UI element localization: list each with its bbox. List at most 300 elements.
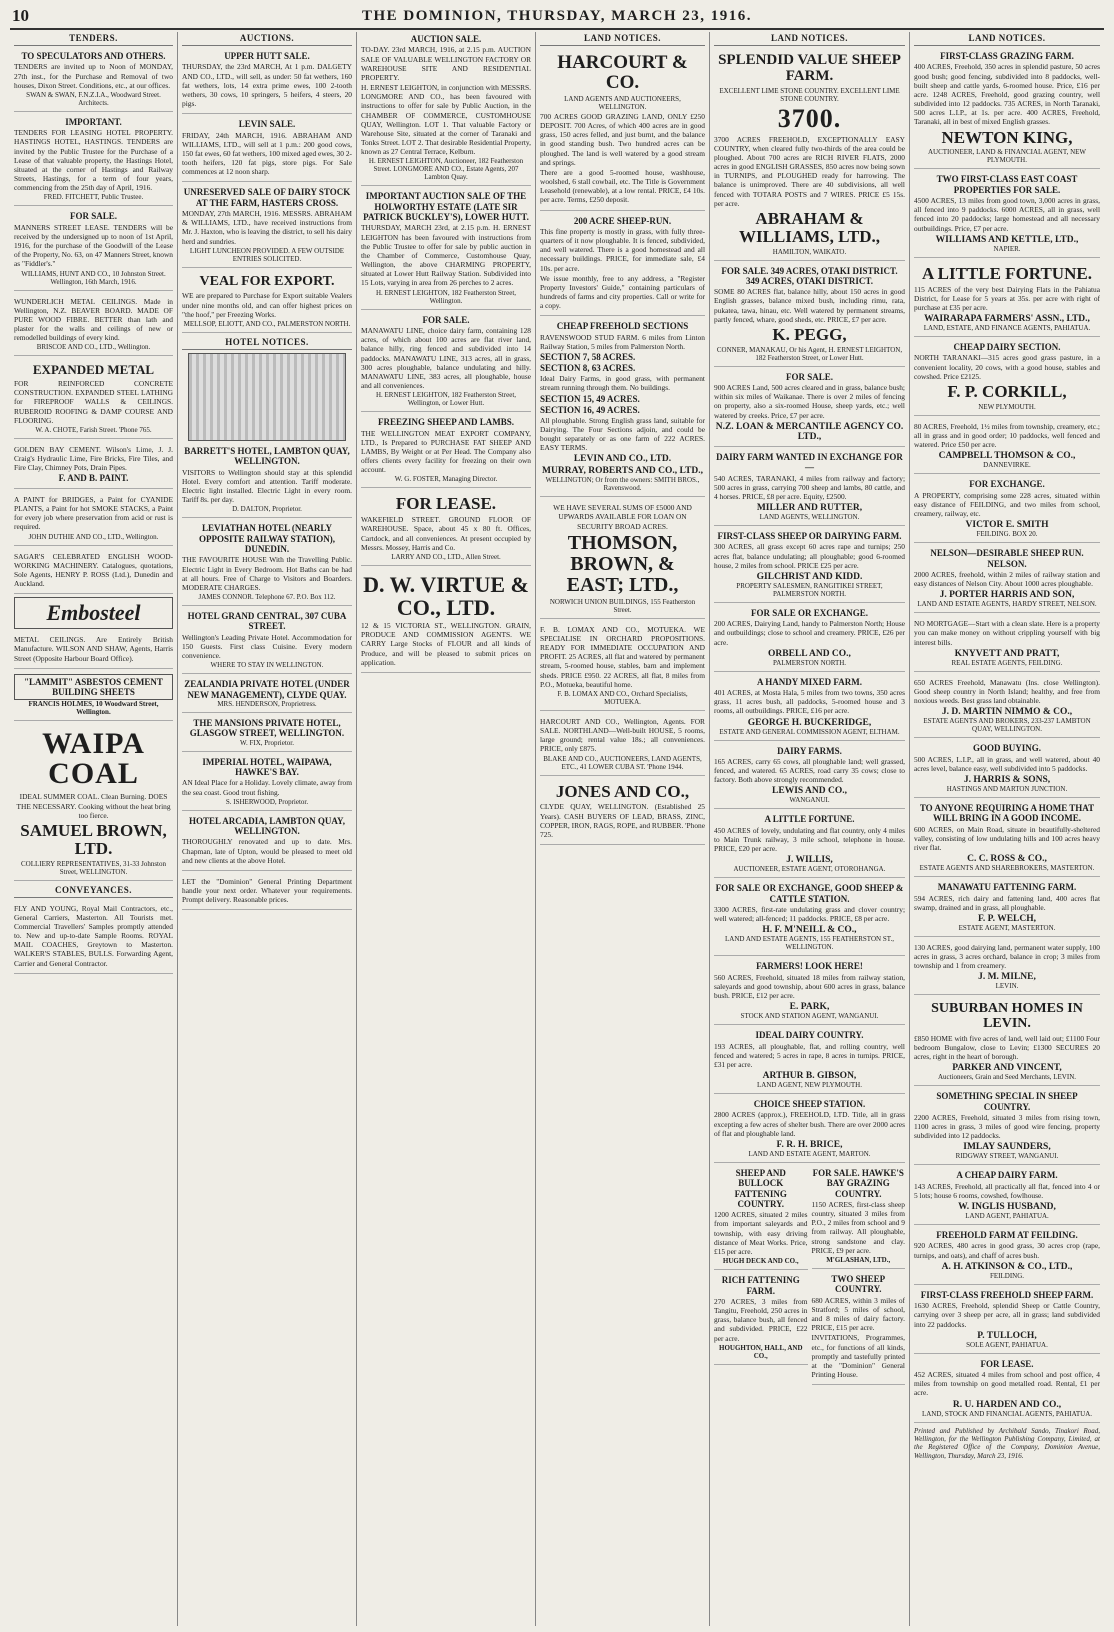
advert-heading: UNRESERVED SALE OF DAIRY STOCK AT THE FARM, HASTERS CROSS. bbox=[183, 187, 351, 208]
advert-subtext: FEILDING. BOX 20. bbox=[976, 530, 1038, 539]
advert-subtext: PALMERSTON NORTH. bbox=[772, 658, 847, 667]
advert-heading: FOR SALE. bbox=[422, 314, 470, 325]
advert bbox=[914, 1357, 1100, 1423]
advert-subtext: WELLINGTON; Or from the owners: SMITH BROS., Ravenswood. bbox=[545, 476, 700, 493]
advert-heading: FIRST-CLASS FREEHOLD SHEEP FARM. bbox=[920, 1289, 1094, 1300]
advert-title: SPLENDID VALUE SHEEP FARM. bbox=[718, 52, 901, 84]
advert-heading: LEVIATHAN HOTEL (NEARLY OPPOSITE RAILWAY STATION), DUNEDIN. bbox=[199, 523, 335, 555]
advert-text: WE HAVE SEVERAL SUMS OF £5000 AND UPWARDS AVAILABLE FOR LOAN ON SECURITY BROAD ACRES. bbox=[553, 503, 692, 531]
advert bbox=[14, 209, 173, 290]
advert-subtext: AUCTIONEER, ESTATE AGENT, OTOROHANGA. bbox=[733, 865, 886, 874]
advert-text: MONDAY, 27th MARCH, 1916. MESSRS. ABRAHAM & WILLIAMS, LTD., have received instructions from Mr. J. Haxton, who is leaving the district, to sell his dairy herd and sundries. bbox=[182, 209, 352, 246]
advert-text: 4500 ACRES, 13 miles from good town, 3,000 acres in grass, all fenced into 9 paddocks. 6000 ACRES, all in grass, well fenced into 20 paddocks; large homestead and all necessary outbuildings. Price, £7 per acre. bbox=[914, 196, 1100, 233]
advert-heading: GOOD BUYING. bbox=[972, 743, 1041, 754]
advert-text: TENDERS are invited up to Noon of MONDAY, 27th inst., for the Purchase and Removal of two houses, Dixon Street. Conditions, etc., at our offices. bbox=[14, 62, 173, 90]
advert-signature: W. A. CHOTE, Farish Street. 'Phone 765. bbox=[35, 425, 152, 434]
advert bbox=[182, 521, 352, 606]
sub-column bbox=[714, 1166, 808, 1388]
advert-heading: FIRST-CLASS GRAZING FARM. bbox=[940, 51, 1074, 61]
section-heading: LAND NOTICES. bbox=[540, 32, 705, 46]
advert-signature: ARTHUR B. GIBSON, bbox=[762, 1071, 857, 1082]
advert bbox=[361, 415, 531, 488]
column-auction-sales bbox=[357, 32, 536, 1626]
advert-subtext: DANNEVIRKE. bbox=[983, 461, 1031, 470]
advert bbox=[914, 616, 1100, 672]
advert bbox=[182, 677, 352, 713]
advert-signature: VICTOR E. SMITH bbox=[965, 520, 1049, 531]
advert-text: 450 ACRES of lovely, undulating and flat country, only 4 miles to Main Trunk railway, 3 mile school, telephone in house. PRICE, £20 per acre. bbox=[714, 825, 905, 854]
advert-signature: R. U. HARDEN AND CO., bbox=[952, 1399, 1062, 1410]
advert-text: 130 ACRES, good dairying land, permanent water supply, 100 acres in grass, 3 acres orchard, balance in crop; 3 miles from township and 1 from creamery. bbox=[914, 942, 1100, 971]
advert-signature: GILCHRIST AND KIDD. bbox=[756, 571, 863, 582]
column-tenders bbox=[10, 32, 178, 1626]
section-lot: SECTION 8, 63 ACRES. bbox=[540, 363, 636, 374]
two-column-block bbox=[714, 1166, 905, 1388]
advert-text: 920 ACRES, 480 acres in good grass, 30 acres crop (rape, turnips, and oats), and chaff of acres bush. bbox=[914, 1241, 1100, 1260]
advert-subtext: COLLIERY REPRESENTATIVES, 31-33 Johnston Street, WELLINGTON. bbox=[20, 859, 167, 876]
advert bbox=[714, 450, 905, 526]
advert-subtext: ESTATE AND GENERAL COMMISSION AGENT, ELTHAM. bbox=[719, 727, 900, 736]
advert-subtext: LAND AGENTS, WELLINGTON. bbox=[759, 513, 860, 522]
advert bbox=[914, 880, 1100, 937]
advert bbox=[540, 622, 705, 711]
advert bbox=[14, 359, 173, 439]
advert bbox=[914, 419, 1100, 475]
advert-text: 1630 ACRES, Freehold, splendid Sheep or Cattle Country, carrying over 3 sheep per acre, all in grass; land subdivided into 22 paddocks. bbox=[914, 1301, 1100, 1329]
advert-text: Ideal Dairy Farms, in good grass, with permanent stream running through them. No buildings. bbox=[540, 374, 705, 393]
advert bbox=[540, 779, 705, 846]
advert-text: RAVENSWOOD STUD FARM. 6 miles from Linton Railway Station, 5 miles from Palmerston North. bbox=[540, 332, 705, 351]
advert-text: 2200 ACRES, Freehold, situated 3 miles from rising town, 1100 acres in grass, 3 miles of good wire fencing, property subdivided into 12 paddocks. bbox=[914, 1112, 1100, 1141]
advert-heading: FARMERS! LOOK HERE! bbox=[756, 961, 863, 972]
hotel-engraving bbox=[188, 353, 346, 441]
advert-text: 300 ACRES, all grass except 60 acres rape and turnips; 250 acres flat, balance undulating; all ploughable; good 6-roomed house, 2 miles from school. PRICE £25 per acre. bbox=[714, 542, 905, 570]
advert-signature: S. ISHERWOOD, Proprietor. bbox=[225, 797, 309, 806]
advert-text: IDEAL SUMMER COAL. Clean Burning. DOES THE NECESSARY. Cooking without the heat bring too fierce. bbox=[16, 792, 171, 820]
advert-text: 401 ACRES, at Mosta Hala, 5 miles from two towns, 350 acres grass, 11 acres bush, all paddocks, 5-roomed house and 3 rooms, all outbuildings. PRICE, £16 per acre. bbox=[714, 688, 905, 716]
advert-signature: PARKER AND VINCENT, bbox=[952, 1063, 1062, 1074]
advert-heading: HOTEL GRAND CENTRAL, 307 CUBA STREET. bbox=[187, 611, 347, 632]
advert-text: 3300 ACRES, first-rate undulating grass and clover country; well watered; all-fenced; 11 paddocks. PRICE, £8 per acre. bbox=[714, 905, 905, 924]
advert-heading: CHOICE SHEEP STATION. bbox=[753, 1099, 866, 1110]
advert bbox=[182, 716, 352, 752]
advert-text: NO MORTGAGE—Start with a clean slate. Here is a property you can make money on without crippling yourself with big interest bills. bbox=[914, 619, 1100, 647]
advert-signature: LIGHT LUNCHEON PROVIDED. A FEW OUTSIDE ENTRIES SOLICITED. bbox=[189, 246, 345, 263]
advert-text: 680 ACRES, within 3 miles of Stratford; 5 miles of school, and 8 miles of dairy factory. PRICE, £15 per acre. bbox=[811, 1295, 905, 1333]
advert-text: £850 HOME with five acres of land, well laid out; £1100 Four bedroom Bungalow, close to Levin; £1300 SECURES 20 acres, right in the heart of borough. bbox=[914, 1033, 1100, 1062]
advert-signature: SAMUEL BROWN, LTD. bbox=[20, 820, 167, 858]
advert-signature: H. ERNEST LEIGHTON, 182 Featherston Street, Wellington. bbox=[375, 288, 517, 305]
advert-text: There are a good 5-roomed house, washhouse, woolshed, 6 stall cowbail, etc. The Title is Government Leasehold (renewable), at a low rental. PRICE, £4 10s. per acre. Terms, £250 deposit. bbox=[540, 167, 705, 205]
advert-heading: FOR SALE. bbox=[69, 211, 117, 222]
advert bbox=[714, 812, 905, 878]
advert bbox=[714, 49, 905, 261]
advert-heading: IMPERIAL HOTEL, WAIPAWA, HAWKE'S BAY. bbox=[202, 756, 332, 777]
advert bbox=[812, 1166, 906, 1269]
advert-heading: A HANDY MIXED FARM. bbox=[757, 676, 862, 687]
advert-subtext: RIDGWAY STREET, WANGANUI. bbox=[955, 1152, 1059, 1161]
advert-text: SOME 80 ACRES flat, balance hilly, about 150 acres in good English grasses, balance mixed bush, including rimu, rata, pukatea, tawa, hinau, etc. Well watered by permanent streams, partly fenced, whare, good sheds, etc. PRICE, £7 per acre. bbox=[714, 287, 905, 324]
advert-text: Wellington's Leading Private Hotel. Accommodation for 150 Guests. First class Cuisine. Every modern convenience. bbox=[182, 632, 352, 661]
advert-heading: FOR EXCHANGE. bbox=[969, 479, 1045, 490]
advert-subtext: REAL ESTATE AGENTS, FEILDING. bbox=[951, 658, 1063, 667]
advert-text: 1200 ACRES, situated 2 miles from important saleyards and township, with easy driving distance of Meat Works. Price, £15 per acre. bbox=[714, 1210, 808, 1256]
advert-text: THE WELLINGTON MEAT EXPORT COMPANY, LTD., Is Prepared to PURCHASE FAT SHEEP AND LAMBS, By Weight or at Per Head. The Company also offers clients every facility for freezing on their own account. bbox=[361, 428, 531, 475]
advert-text: 560 ACRES, Freehold, situated 18 miles from railway station, saleyards and good township, about 600 acres in grass, balance bush. PRICE, £12 per acre. bbox=[714, 972, 905, 1001]
advert bbox=[914, 801, 1100, 877]
advert bbox=[14, 49, 173, 112]
advert-text: 600 ACRES, on Main Road, situate in beautifully-sheltered valley, consisting of low undulating hills and 100 acres heavy river flat. bbox=[914, 824, 1100, 852]
advert-subtext: LAND AND ESTATE AGENT, MARTON. bbox=[748, 1149, 871, 1158]
advert-text: 200 ACRES, Dairying Land, handy to Palmerston North; House and outbuildings; close to school and creamery. PRICE, £26 per acre. bbox=[714, 619, 905, 647]
advert-heading: BARRETT'S HOTEL, LAMBTON QUAY, WELLINGTON. bbox=[184, 445, 350, 467]
advert bbox=[714, 1166, 808, 1270]
advert-signature: F. AND B. PAINT. bbox=[58, 473, 129, 484]
advert-text: THURSDAY, MARCH 23rd, at 2.15 p.m. H. ERNEST LEIGHTON has been favoured with instructions from the Public Trustee to offer for sale by public auction in the Chamber of Commerce, Customhouse Quay, Wellington, the above CHARMING PROPERTY, situated at Lower Hutt Railway Station. Subdivided into 15 Lots, varying in area from 26 perches to 2 acres. bbox=[361, 223, 531, 288]
section-heading: AUCTIONS. bbox=[182, 32, 352, 46]
masthead-title: THE DOMINION, THURSDAY, MARCH 23, 1916. bbox=[361, 8, 753, 24]
advert-signature: W. INGLIS HUSBAND, bbox=[958, 1202, 1056, 1213]
advert bbox=[182, 755, 352, 811]
advert-subtext: HAMILTON, WAIKATO. bbox=[772, 247, 847, 256]
advert-signature: JAMES CONNOR. Telephone 67. P.O. Box 112. bbox=[198, 593, 336, 602]
advert-text: 452 ACRES, situated 4 miles from school and post office, 4 miles from township on good metalled road. Rental, £1 per acre. bbox=[914, 1370, 1100, 1398]
advert-text: 700 ACRES GOOD GRAZING LAND, ONLY £250 DEPOSIT. 700 Acres, of which 400 acres are in good grass, 150 acres felled, and just burnt, and the balance in good standing bush. Two hundred acres can be ploughed. The land is well watered by a good stream and springs. bbox=[540, 111, 705, 167]
advert-signature: M'GLASHAN, LTD., bbox=[826, 1255, 891, 1264]
advert-text: MANNERS STREET LEASE. TENDERS will be received by the undersigned up to noon of 1st April, 1916, for the purchase of the Goodwill of the Lease of the Property, No. 63, on 47 Manners Street, known as "Fiddler's." bbox=[14, 222, 173, 269]
advert-signature: FRANCIS HOLMES, 10 Woodward Street, Wellington. bbox=[28, 700, 159, 717]
advert-signature: E. PARK, bbox=[789, 1002, 830, 1013]
advert-signature: KNYVETT AND PRATT, bbox=[954, 648, 1060, 659]
advert bbox=[14, 724, 173, 880]
advert-heading: MANAWATU FATTENING FARM. bbox=[937, 882, 1077, 893]
advert-heading: A LITTLE FORTUNE. bbox=[764, 814, 855, 825]
advert-signature: BLAKE AND CO., AUCTIONEERS, LAND AGENTS, ETC., 41 LOWER CUBA ST. 'Phone 1944. bbox=[543, 754, 702, 771]
advert bbox=[540, 49, 705, 211]
advert-signature: CAMPBELL THOMSON & CO., bbox=[938, 451, 1076, 462]
advert bbox=[914, 546, 1100, 613]
advert-signature: P. TULLOCH, bbox=[977, 1330, 1037, 1341]
advert-subtext: LAND, ESTATE, AND FINANCE AGENTS, PAHIATUA. bbox=[923, 324, 1091, 333]
advert bbox=[914, 172, 1100, 257]
advert bbox=[540, 714, 705, 776]
sub-column bbox=[812, 1166, 906, 1388]
advert-heading: HOTEL ARCADIA, LAMBTON QUAY, WELLINGTON. bbox=[189, 815, 345, 837]
advert-text: GOLDEN BAY CEMENT. Wilson's Lime, J. J. Craig's Hydraulic Lime, Fire Bricks, Fire Tiles, and Fire Clay, Chimney Pots, Drain Pipes. bbox=[14, 444, 173, 473]
section-heading: CONVEYANCES. bbox=[14, 884, 173, 898]
advert-text: THURSDAY, the 23rd MARCH, At 1 p.m. DALGETY AND CO., LTD., will sell, as under: 50 fat wethers, 160 fat wethers, lots, 14 extra prime ewes, 100 2-tooth wethers, 30 cows, 10 springers, 5 heifers, 4 steers, 20 pigs. bbox=[182, 62, 352, 109]
advert-text: 80 ACRES, Freehold, 1½ miles from township, creamery, etc.; all in grass and in good order; 10 paddocks, well fenced and watered. Price £50 per acre. bbox=[914, 421, 1100, 450]
advert bbox=[714, 264, 905, 367]
advert bbox=[914, 261, 1100, 337]
advert-signature: MURRAY, ROBERTS AND CO., LTD., bbox=[542, 466, 703, 477]
acreage-figure: 3700. bbox=[777, 103, 842, 133]
advert-title: FOR LEASE. bbox=[395, 494, 497, 514]
advert-subtext: FEILDING. bbox=[989, 1271, 1025, 1280]
advert-text: MANAWATU LINE, choice dairy farm, containing 128 acres, of which about 100 acres are flat river land, balance hilly, ring fenced and subdivided into 14 paddocks. MANAWATU LINE, 313 acres, all in grass, 300 acres ploughable, balance undulating and hilly. MANAWATU LINE, 383 acres, all ploughable, house and all conveniences. bbox=[361, 325, 531, 391]
newspaper-page bbox=[10, 6, 1104, 1626]
advert-signature: MELLSOP, ELIOTT, AND CO., PALMERSTON NORTH. bbox=[183, 319, 351, 328]
advert-signature: NEWTON KING, bbox=[941, 127, 1073, 147]
advert bbox=[714, 959, 905, 1025]
advert-signature: J. M. MILNE, bbox=[978, 972, 1036, 983]
page-number: 10 bbox=[12, 6, 29, 25]
columns bbox=[10, 32, 1104, 1626]
advert-text: 540 ACRES, TARANAKI, 4 miles from railway and factory; 500 acres in grass, carrying 700 sheep and lambs, 80 cattle, and 4 horses. PRICE, £8 per acre. Equity, £2500. bbox=[714, 473, 905, 501]
advert-subtext: LAND AGENTS AND AUCTIONEERS, WELLINGTON. bbox=[564, 94, 681, 111]
advert bbox=[14, 549, 173, 595]
advert bbox=[182, 271, 352, 333]
advert-signature: A. H. ATKINSON & CO., LTD., bbox=[941, 1261, 1073, 1272]
advert-text: VISITORS to Wellington should stay at this splendid Hotel. Every comfort and attention. Tariff moderate. Electric light installed. Electric Light in every room. Tariff 8s. per day. bbox=[182, 467, 352, 505]
advert-text: F. B. LOMAX AND CO., MOTUEKA. WE SPECIALISE IN ORCHARD PROPOSITIONS. READY FOR IMMEDIATE OCCUPATION AND PROFIT. 25 ACRES, all flat and watered by permanent stream, 5-roomed house, stables, barn and implement sheds. PRICE £950. 22 ACRES, all flat, 8 miles from P.O., Motueka, beautiful home. bbox=[540, 624, 705, 689]
advert-title: SUBURBAN HOMES IN LEVIN. bbox=[931, 1001, 1083, 1032]
advert-signature: WILLIAMS AND KETTLE, LTD., bbox=[935, 234, 1079, 245]
waipa-coal-title: WAIPA COAL bbox=[42, 727, 145, 791]
advert-heading: IMPORTANT AUCTION SALE OF THE HOLWORTHY ESTATE (LATE SIR PATRICK BUCKLEY'S), LOWER HUTT. bbox=[363, 191, 529, 223]
advert-heading: FOR SALE. HAWKE'S BAY GRAZING COUNTRY. bbox=[812, 1167, 904, 1199]
advert bbox=[914, 940, 1100, 996]
advert-signature: J. WILLIS, bbox=[786, 855, 833, 866]
advert-text: AN Ideal Place for a Holiday. Lovely climate, away from the sea coast. Good trout fishing. bbox=[182, 778, 352, 797]
advert bbox=[714, 1097, 905, 1163]
advert-heading: THE MANSIONS PRIVATE HOTEL, GLASGOW STREET, WELLINGTON. bbox=[189, 717, 345, 739]
advert-heading: AUCTION SALE. bbox=[410, 34, 482, 44]
advert bbox=[914, 1089, 1100, 1165]
advert-subtext: STOCK AND STATION AGENT, WANGANUI. bbox=[740, 1012, 879, 1021]
advert-text: All ploughable. Strong English grass land, suitable for Dairying. The Four Sections adjoin, and could be bought separately or as one farm of 222 ACRES. EASY TERMS. bbox=[540, 415, 705, 453]
advert bbox=[14, 492, 173, 546]
advert-signature: MILLER AND RUTTER, bbox=[756, 503, 863, 514]
advert-signature: H. ERNEST LEIGHTON, 182 Featherston Street, Wellington, or Lower Hutt. bbox=[375, 391, 517, 408]
column-land-notices-2 bbox=[710, 32, 910, 1626]
advert-signature: F. P. WELCH, bbox=[978, 913, 1036, 924]
advert-text: 900 ACRES Land, 500 acres cleared and in grass, balance bush; within six miles of Waikanae. There is over 2 miles of fencing on property, also a six-roomed House, sheep yards, etc.; well watered by creeks. Price, £7 per acre. bbox=[714, 383, 905, 420]
advert bbox=[914, 998, 1100, 1086]
advert-text: We issue monthly, free to any address, a "Register Property Investors' Guide," containing particulars of hundreds of farms and city properties. Call or write for a copy. bbox=[540, 273, 705, 311]
advert bbox=[714, 370, 905, 447]
advert-subtext: ESTATE AGENTS AND SHAREBROKERS, MASTERTON. bbox=[919, 864, 1095, 873]
advert-subtext: LAND, STOCK AND FINANCIAL AGENTS, PAHIATUA. bbox=[921, 1409, 1093, 1418]
advert-signature: J. PORTER HARRIS AND SON, bbox=[939, 590, 1075, 601]
advert-heading: TO SPECULATORS AND OTHERS. bbox=[21, 51, 166, 61]
advert-text: WUNDERLICH METAL CEILINGS. Made in Wellington, N.Z. BEAVER BOARD. MADE OF PURE WOOD FIBRE. BETTER than lath and plaster for the walls and ceilings of new or remodelled buildings of every kind. bbox=[14, 296, 173, 343]
advert-signature: N.Z. LOAN & MERCANTILE AGENCY CO. LTD., bbox=[715, 421, 904, 442]
advert bbox=[182, 444, 352, 518]
advert-title: A LITTLE FORTUNE. bbox=[922, 263, 1092, 283]
advert-signature: GEORGE H. BUCKERIDGE, bbox=[747, 717, 872, 728]
advert-text: 400 ACRES, Freehold, 350 acres in splendid pasture, 50 acres good bush; good fencing, subdivided into 8 paddocks, well-built sheep and cattle yards, 6-roomed house. Price, £16 per acre. 1248 ACRES, Freehold, good grazing country, well subdivided into 12 paddocks. 735 ACRES, in North Taranaki, 500 acres L.I.P., at 1s. per acre. 400 ACRES, Freehold, Taranaki, all in best of mixed English grasses. bbox=[914, 62, 1100, 127]
advert-heading: IDEAL DAIRY COUNTRY. bbox=[755, 1030, 864, 1041]
advert-text: 1150 ACRES, first-class sheep country, situated 3 miles from P.O., 2 miles from school and 9 from railway. All ploughable, strong sandstone and clay. PRICE, £9 per acre. bbox=[811, 1199, 905, 1255]
advert-heading: A CHEAP DAIRY FARM. bbox=[956, 1170, 1058, 1181]
advert-subtext: LEVIN. bbox=[995, 982, 1019, 991]
advert-signature: W. FIX, Proprietor. bbox=[240, 738, 294, 747]
advert-title: THOMSON, BROWN, & EAST; LTD., bbox=[566, 531, 679, 596]
advert-heading: FOR SALE OR EXCHANGE, GOOD SHEEP & CATTLE STATION. bbox=[715, 883, 904, 904]
advert-text: This fine property is mostly in grass, with fully three-quarters of it now ploughable. It is fenced, subdivided, and well watered. There is a good homestead and all necessary buildings. PRICE, for immediate sale, £4 10s. per acre. bbox=[540, 226, 705, 273]
advert-text: WAKEFIELD STREET. GROUND FLOOR OF WAREHOUSE. Space, about 45 x 80 ft. Offices, Cartdock, and all conveniences. At present occupied by Messrs. Mossey, Harris and Co. bbox=[361, 515, 531, 552]
advert bbox=[14, 672, 173, 722]
advert-text: HARCOURT AND CO., Wellington, Agents. FOR SALE. NORTHLAND—Well-built HOUSE, 5 rooms, large ground; rental value 18s.; all conveniences. PRICE, only £875. bbox=[540, 716, 705, 754]
advert-text: SAGAR'S CELEBRATED ENGLISH WOOD-WORKING MACHINERY. Catalogues, quotations, Sole Agents, HENRY P. ROSS (Ltd.), Dunedin and Auckland. bbox=[14, 551, 173, 589]
advert-heading: LEVIN SALE. bbox=[238, 119, 296, 130]
advert bbox=[182, 609, 352, 674]
advert-heading: TWO FIRST-CLASS EAST COAST PROPERTIES FOR SALE. bbox=[936, 174, 1078, 195]
advert-text: INVITATIONS, Programmes, etc., for functions of all kinds, promptly and tastefully printed at the "Dominion" General Printing House. bbox=[811, 1333, 905, 1380]
advert-text: FRIDAY, 24th MARCH, 1916. ABRAHAM AND WILLIAMS, LTD., will sell at 1 p.m.: 200 good cows, 150 fat ewes, 60 fat wethers, 100 mixed aged ewes, 30 2-tooth heifers, 120 fat pigs, store pigs. For Sale commences at 12 noon sharp. bbox=[182, 130, 352, 177]
advert bbox=[182, 874, 352, 911]
advert-heading: "LAMMIT" ASBESTOS CEMENT BUILDING SHEETS bbox=[14, 674, 173, 701]
section-heading: LAND NOTICES. bbox=[914, 32, 1100, 46]
advert-text: 270 ACRES, 3 miles from Tangitu, Freehold, 250 acres in grass, balance bush, all fenced and subdivided. PRICE, £22 per acre. bbox=[714, 1296, 808, 1343]
advert bbox=[182, 814, 352, 871]
advert-heading: FOR SALE OR EXCHANGE. bbox=[750, 607, 868, 618]
advert bbox=[540, 214, 705, 317]
advert-subtext: LAND AGENT, NEW PLYMOUTH. bbox=[756, 1081, 862, 1090]
advert-signature: LARRY AND CO., LTD., Allen Street. bbox=[391, 552, 501, 561]
advert-text: TENDERS FOR LEASING HOTEL PROPERTY. HASTINGS HOTEL, HASTINGS. TENDERS are invited by the Public Trustee for the Purchase of a Lease of that valuable property, the Hastings Hotel, situated at the corner of Hastings and Railway Streets, Hastings, for a term of four years, commencing from the 25th day of April, 1916. bbox=[14, 128, 173, 193]
advert bbox=[182, 185, 352, 267]
advert bbox=[361, 189, 531, 309]
advert-heading: UPPER HUTT SALE. bbox=[224, 51, 310, 61]
advert bbox=[182, 49, 352, 114]
advert bbox=[914, 1168, 1100, 1225]
advert bbox=[14, 632, 173, 669]
advert bbox=[914, 675, 1100, 739]
advert-text: NORTH TARANAKI—315 acres good grass pasture, in a convenient locality, 20 cows, with a good house, stables and cowshed. Price £2125. bbox=[914, 353, 1100, 381]
advert bbox=[14, 115, 173, 207]
section-lot: SECTION 7, 58 ACRES. bbox=[540, 352, 636, 363]
advert-heading: FOR SALE. 349 ACRES, OTAKI DISTRICT. 349 ACRES, OTAKI DISTRICT. bbox=[721, 265, 898, 286]
advert bbox=[914, 340, 1100, 416]
advert-text: 12 & 15 VICTORIA ST., WELLINGTON. GRAIN, PRODUCE AND COMMISSION AGENTS. WE CARRY Large Stocks of FLOUR and all kinds of Produce, and will be pleased to submit prices on application. bbox=[361, 621, 531, 667]
advert-text: 500 ACRES, L.I.P., all in grass, and well watered, about 40 acres level, balance easy, well subdivided into 5 paddocks. bbox=[914, 754, 1100, 773]
advert-signature: ORBELL AND CO., bbox=[768, 648, 851, 659]
advert-signature: H. F. M'NEILL & CO., bbox=[762, 925, 857, 936]
column-land-notices-1 bbox=[536, 32, 710, 1626]
advert-signature: F. R. H. BRICE, bbox=[776, 1139, 843, 1150]
advert-text: 2000 ACRES, freehold, within 2 miles of railway station and easy distances of Nelson City. About 1000 acres ploughable. bbox=[914, 569, 1100, 589]
advert bbox=[914, 477, 1100, 543]
advert-signature: SWAN & SWAN, F.N.Z.I.A., Woodward Street. Architects. bbox=[26, 90, 161, 107]
advert-signature: C. C. ROSS & CO., bbox=[967, 854, 1047, 865]
advert-subtext: HASTINGS AND MARTON JUNCTION. bbox=[946, 784, 1068, 793]
advert-text: THOROUGHLY renovated and up to date. Mrs. Chapman, late of Upton, would be pleased to meet old and new clients at the above Hotel. bbox=[182, 837, 352, 865]
advert-title: VEAL FOR EXPORT. bbox=[199, 273, 335, 289]
advert-signature: K. PEGG, bbox=[772, 324, 847, 344]
advert-text: 2800 ACRES (approx.), FREEHOLD, LTD. Title, all in grass excepting a few acres of shelter bush. There are over 2000 acres of flat and ploughable land. bbox=[714, 1110, 905, 1138]
advert-title: EXPANDED METAL bbox=[32, 362, 155, 378]
advert-signature: LEVIN AND CO., LTD. bbox=[573, 454, 672, 465]
advert-title: HARCOURT & CO. bbox=[557, 52, 688, 93]
advert bbox=[14, 442, 173, 489]
advert-subtext: SOLE AGENT, PAHIATUA. bbox=[966, 1340, 1048, 1349]
advert-signature: WHERE TO STAY IN WELLINGTON. bbox=[210, 661, 324, 670]
advert-text: TO-DAY. 23rd MARCH, 1916, at 2.15 p.m. AUCTION SALE OF VALUABLE WELLINGTON FACTORY OR WAREHOUSE SITE AND RESIDENTIAL PROPERTY. bbox=[361, 45, 531, 82]
advert-subtext: LAND AGENT, PAHIATUA. bbox=[965, 1212, 1049, 1221]
advert-heading: FOR SALE. bbox=[785, 371, 833, 382]
advert bbox=[14, 294, 173, 357]
advert-text: 594 ACRES, rich dairy and fattening land, 400 acres flat swamp, drained and in grass, all ploughable. bbox=[914, 893, 1100, 912]
advert-signature: FRED. FITCHETT, Public Trustee. bbox=[43, 193, 144, 202]
advert-subtext: WANGANUI. bbox=[789, 796, 830, 805]
advert-title: JONES AND CO., bbox=[555, 781, 690, 801]
advert bbox=[714, 529, 905, 603]
advert-signature: WILLIAMS, HUNT AND CO., 10 Johnston Street. Wellington, 16th March, 1916. bbox=[21, 269, 166, 286]
section-heading: TENDERS. bbox=[14, 32, 173, 46]
advert-title: D. W. VIRTUE & CO., LTD. bbox=[363, 571, 529, 621]
advert bbox=[14, 901, 173, 974]
advert-signature: JOHN DUTHIE AND CO., LTD., Wellington. bbox=[28, 532, 159, 541]
advert bbox=[361, 569, 531, 673]
advert-text: METAL CEILINGS. Are Entirely British Manufacture. WILSON AND SHAW, Agents, Harris Street (Opposite Harbour Board Office). bbox=[14, 635, 173, 663]
advert-signature: BRISCOE AND CO., LTD., Wellington. bbox=[36, 343, 151, 352]
advert bbox=[182, 117, 352, 182]
advert-text: 115 ACRES of the very best Dairying Flats in the Pahiatua District, for Lease for 5 years at 35s. per acre with right of purchase at £35 per acre. bbox=[914, 284, 1100, 312]
advert-text: FOR REINFORCED CONCRETE CONSTRUCTION. EXPANDED STEEL LATHING for FIREPROOF WALLS & CEILINGS. RUBEROID ROOFING & DAMP COURSE AND FLOORING. bbox=[14, 379, 173, 425]
advert bbox=[540, 500, 705, 619]
advert-subtext: Auctioneers, Grain and Seed Merchants, LEVIN. bbox=[937, 1073, 1076, 1082]
advert-signature: HUGH DECK AND CO., bbox=[722, 1257, 799, 1266]
section-lot: SECTION 15, 49 ACRES. bbox=[540, 393, 640, 404]
advert-heading: DAIRY FARMS. bbox=[777, 745, 842, 756]
advert-text: 165 ACRES, carry 65 cows, all ploughable land; well grassed, fenced, and watered. 65 ACRES, road carry 35 cows; close to factory. Both above strongly recommended. bbox=[714, 756, 905, 785]
section-heading: HOTEL NOTICES. bbox=[182, 336, 352, 350]
advert-signature: WAIRARAPA FARMERS' ASSN., LTD., bbox=[924, 314, 1090, 325]
advert-heading: CHEAP FREEHOLD SECTIONS bbox=[556, 321, 689, 332]
advert-heading: TO ANYONE REQUIRING A HOME THAT WILL BRING IN A GOOD INCOME. bbox=[919, 802, 1095, 824]
advert-signature: D. DALTON, Proprietor. bbox=[232, 505, 302, 514]
advert-text: CLYDE QUAY, WELLINGTON. (Established 25 Years). CASH BUYERS OF LEAD, BRASS, ZINC, COPPER, IRON, RAGS, ROPE, and RUBBER. 'Phone 725. bbox=[540, 802, 705, 839]
advert-heading: RICH FATTENING FARM. bbox=[721, 1275, 800, 1296]
advert-signature: ABRAHAM & WILLIAMS, LTD., bbox=[738, 208, 881, 246]
advert-subtext: AUCTIONEER, LAND & FINANCIAL AGENT, NEW PLYMOUTH. bbox=[927, 148, 1087, 165]
advert-signature: J. D. MARTIN NIMMO & CO., bbox=[941, 707, 1073, 718]
advert-subtext: NAPIER. bbox=[993, 244, 1021, 253]
advert-heading: FIRST-CLASS SHEEP OR DAIRYING FARM. bbox=[717, 531, 902, 542]
column-land-notices-3 bbox=[910, 32, 1104, 1626]
advert-signature: F. P. CORKILL, bbox=[947, 381, 1067, 401]
advert-heading: ZEALANDIA PRIVATE HOTEL (UNDER NEW MANAGEMENT), CLYDE QUAY. bbox=[184, 679, 350, 700]
advert bbox=[714, 606, 905, 672]
advert-heading: FOR LEASE. bbox=[980, 1358, 1034, 1369]
imprint-footer: Printed and Published by Archibald Sando, Tinakori Road, Wellington, for the Wellington Publishing Company, Limited, at the Registered Office of the Company, Dominion Avenue, Wellington, Thursday, March 23, 1916. bbox=[914, 1426, 1100, 1460]
advert bbox=[540, 319, 705, 497]
advert-subtext: ESTATE AGENTS AND BROKERS, 233-237 LAMBTON QUAY, WELLINGTON. bbox=[923, 717, 1091, 734]
advert-heading: FREEHOLD FARM AT FEILDING. bbox=[936, 1230, 1078, 1241]
advert-heading: DAIRY FARM WANTED IN EXCHANGE FOR— bbox=[716, 451, 903, 473]
advert-heading: 200 ACRE SHEEP-RUN. bbox=[573, 215, 672, 226]
advert-text: 650 ACRES Freehold, Manawatu (Ins. close Wellington). Good sheep country in North Island; healthy, and free from noxious weeds. Best grass land obtainable. bbox=[914, 677, 1100, 706]
advert bbox=[361, 32, 531, 186]
advert-signature: MRS. HENDERSON, Proprietress. bbox=[217, 699, 317, 708]
advert-signature: W. G. FOSTER, Managing Director. bbox=[394, 475, 498, 484]
advert-text: A PROPERTY, comprising some 228 acres, situated within easy distance of FEILDING, and two miles from school, creamery, railway, etc. bbox=[914, 490, 1100, 519]
masthead bbox=[10, 6, 1104, 30]
advert-heading: IMPORTANT. bbox=[65, 116, 122, 127]
advert-signature: J. HARRIS & SONS, bbox=[963, 774, 1051, 785]
advert-heading: SOMETHING SPECIAL IN SHEEP COUNTRY. bbox=[936, 1091, 1078, 1112]
advert-heading: TWO SHEEP COUNTRY. bbox=[831, 1273, 886, 1295]
advert-text: LET the "Dominion" General Printing Department handle your next order. Whatever your requirements. Prompt delivery. Reasonable prices. bbox=[182, 876, 352, 905]
advert bbox=[714, 744, 905, 810]
advert-text: 193 ACRES, all ploughable, flat, and rolling country, well fenced and watered; 5 acres in rape, 8 acres in turnips. PRICE, £31 per acre. bbox=[714, 1041, 905, 1069]
advert-subtext: ESTATE AGENT, MASTERTON. bbox=[958, 923, 1056, 932]
advert-text: FLY AND YOUNG, Royal Mail Contractors, etc., General Carriers, Masterton. All Tourists met. Commercial Travellers' Samples promptly attended to. New and up-to-date Sample Rooms. ROYAL MAIL COACHES, Greytown to Masterton. WALKER'S STABLES, BULLS. Forwarding Agent, Carrier and General Contractor. bbox=[14, 903, 173, 968]
advert-text: 3700 ACRES FREEHOLD, EXCEPTIONALLY EASY COUNTRY, when cleared fully two-thirds of the area could be ploughed. About 700 acres are RICH RIVER FLATS, 2000 acres in good ENGLISH GRASSES, 850 acres now being sown in TURNIPS, and PLOUGHED ready for harrowing. The balance is unimproved. There are 40 subdivisions, all well fenced with TOTARA POSTS and 7 WIRES. PRICE £5 15s. per acre. bbox=[714, 134, 905, 208]
advert-heading: CHEAP DAIRY SECTION. bbox=[953, 342, 1061, 353]
